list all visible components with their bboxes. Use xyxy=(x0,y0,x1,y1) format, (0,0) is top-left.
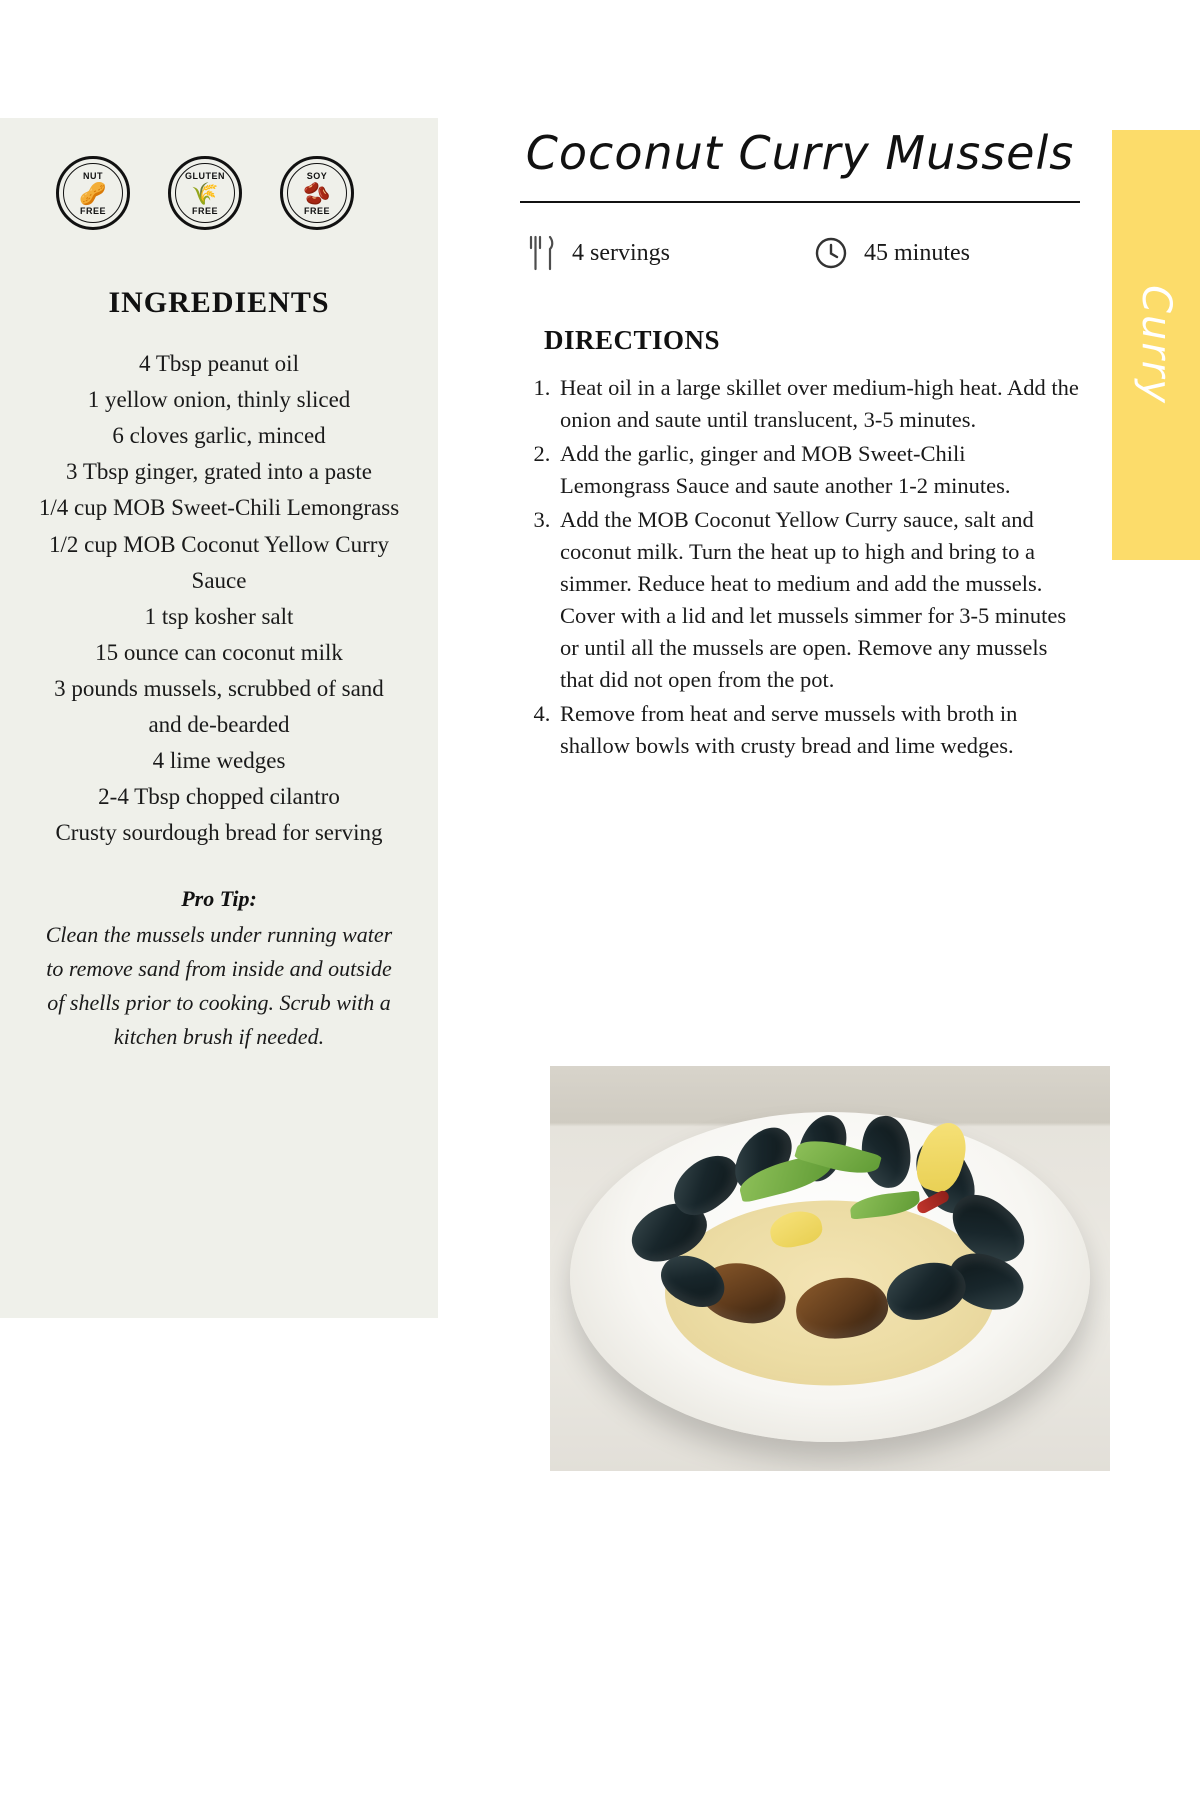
peanut-icon: 🥜 xyxy=(79,180,107,206)
wheat-icon: 🌾 xyxy=(191,180,219,206)
dish-photo xyxy=(550,1066,1110,1471)
nut-free-badge-bottom: FREE xyxy=(79,205,106,216)
list-item: 3. Add the MOB Coconut Yellow Curry sauce, salt and coconut milk. Turn the heat up to high and bring to a simmer. Reduce heat to medium and add the mussels. Cover with a lid and let mussels simmer for 3-5 minutes or until all the mussels are open. Remove any mussels that did not open from the pot. xyxy=(556,504,1080,696)
list-item: 1 yellow onion, thinly sliced xyxy=(87,387,351,413)
pro-tip-heading: Pro Tip: xyxy=(181,885,257,911)
list-item: 6 cloves garlic, minced xyxy=(112,423,326,449)
gluten-free-badge-top: GLUTEN xyxy=(185,170,225,181)
list-item: 4. Remove from heat and serve mussels with broth in shallow bowls with crusty bread and lime wedges. xyxy=(556,698,1080,762)
nut-free-badge xyxy=(56,156,130,230)
list-item: 2-4 Tbsp chopped cilantro xyxy=(98,784,340,810)
list-item: 15 ounce can coconut milk xyxy=(95,639,343,665)
servings-meta xyxy=(524,233,814,273)
list-item: 1/4 cup MOB Sweet-Chili Lemongrass xyxy=(38,495,400,521)
recipe-main xyxy=(520,118,1080,764)
list-item: 4 lime wedges xyxy=(152,748,286,774)
time-text: 45 minutes xyxy=(864,239,970,266)
soy-free-badge xyxy=(280,156,354,230)
recipe-meta xyxy=(520,233,1080,273)
soy-free-badge-top: SOY xyxy=(306,170,328,181)
dietary-badges xyxy=(38,156,400,230)
category-tab-label: Curry xyxy=(1133,285,1179,405)
fork-knife-icon xyxy=(524,233,556,273)
nut-free-badge-top: NUT xyxy=(83,170,103,181)
list-item: 4 Tbsp peanut oil xyxy=(139,351,299,376)
soybean-icon: 🫘 xyxy=(303,180,331,206)
pro-tip-body: Clean the mussels under running water to remove sand from inside and outside of shells prior to cooking. Scrub with a kitchen brush if needed. xyxy=(45,921,393,1050)
list-item: 1. Heat oil in a large skillet over medium-high heat. Add the onion and saute until translucent, 3-5 minutes. xyxy=(556,372,1080,436)
ingredients-heading: INGREDIENTS xyxy=(108,286,330,319)
ingredients-sidebar xyxy=(0,118,438,1318)
list-item: 1/2 cup MOB Coconut Yellow Curry Sauce xyxy=(49,531,389,593)
page-title: Coconut Curry Mussels xyxy=(525,126,1075,180)
gluten-free-badge xyxy=(168,156,242,230)
directions-list xyxy=(520,372,1080,761)
list-item: 2. Add the garlic, ginger and MOB Sweet-Chili Lemongrass Sauce and saute another 1-2 minutes. xyxy=(556,438,1080,502)
soy-free-badge-bottom: FREE xyxy=(303,205,330,216)
title-divider xyxy=(520,201,1080,203)
list-item: 3 Tbsp ginger, grated into a paste xyxy=(66,459,372,485)
badge-ring xyxy=(175,163,235,223)
ingredients-list xyxy=(38,346,400,852)
badge-ring xyxy=(287,163,347,223)
directions-heading: DIRECTIONS xyxy=(544,325,721,356)
badge-ring xyxy=(63,163,123,223)
list-item: 1 tsp kosher salt xyxy=(144,603,294,629)
list-item: 3 pounds mussels, scrubbed of sand and de-bearded xyxy=(54,675,384,738)
servings-text: 4 servings xyxy=(572,239,670,266)
gluten-free-badge-bottom: FREE xyxy=(191,205,218,216)
category-tab xyxy=(1112,130,1200,560)
clock-icon xyxy=(814,236,848,270)
list-item: Crusty sourdough bread for serving xyxy=(55,820,383,846)
time-meta xyxy=(814,236,970,270)
